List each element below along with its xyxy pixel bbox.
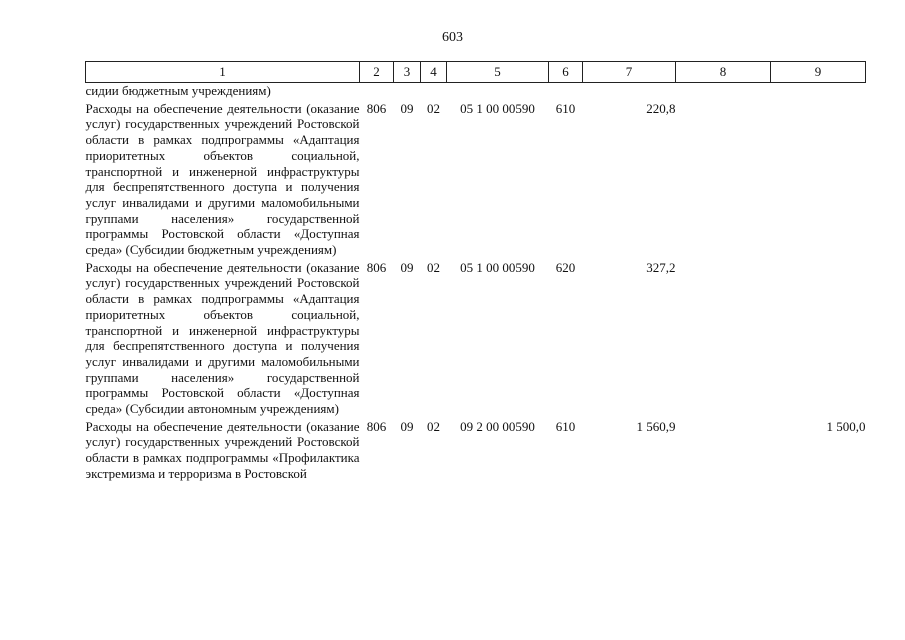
row-amount-col8 xyxy=(676,101,771,260)
page-number: 603 xyxy=(442,30,463,45)
row-code-section: 09 xyxy=(400,259,414,275)
continued-row xyxy=(86,83,866,101)
row-code-target: 05 1 00 00590 xyxy=(460,259,535,275)
header-row xyxy=(86,62,866,83)
col-header-4: 4 xyxy=(421,62,447,83)
row-amount-col7: 327,2 xyxy=(646,259,676,275)
row-code-ministry: 806 xyxy=(366,418,387,434)
col-header-6: 6 xyxy=(549,62,583,83)
row-amount-col9 xyxy=(771,101,866,260)
col-header-3: 3 xyxy=(394,62,421,83)
row-amount-col7: 220,8 xyxy=(646,100,676,116)
continued-text: сидии бюджетным учреждениям) xyxy=(85,83,271,98)
col-header-1: 1 xyxy=(86,62,360,83)
row-code-subsection: 02 xyxy=(427,100,440,116)
budget-table xyxy=(85,61,866,484)
row-description: Расходы на обеспечение деятельности (оказание услуг) государственных учреждений Ростовской области в рамках подпрограммы «Адаптация приоритетных объектов социальной, транспортной и инженерной инфраструктуры для беспрепятственного доступа и получения услуг инвалидами и другими маломобильными группами населения» государственной программы Ростовской области «Доступная среда» (Субсидии автономным учреждениям) xyxy=(85,259,360,417)
row-code-ministry: 806 xyxy=(366,100,387,116)
table-row xyxy=(86,101,866,260)
row-description: Расходы на обеспечение деятельности (оказание услуг) государственных учреждений Ростовской области в рамках подпрограммы «Профилактика экстремизма и терроризма в Ростовской xyxy=(85,418,360,481)
row-code-ministry: 806 xyxy=(366,259,387,275)
col-header-5: 5 xyxy=(447,62,549,83)
col-header-7: 7 xyxy=(583,62,676,83)
row-amount-col8 xyxy=(676,419,771,484)
row-code-subsection: 02 xyxy=(427,259,440,275)
row-code-target: 09 2 00 00590 xyxy=(460,418,535,434)
row-code-target: 05 1 00 00590 xyxy=(460,100,535,116)
row-code-subsection: 02 xyxy=(427,418,440,434)
row-code-expense-type: 610 xyxy=(555,100,576,116)
col-header-2: 2 xyxy=(360,62,394,83)
row-amount-col8 xyxy=(676,260,771,419)
table-row xyxy=(86,419,866,484)
row-amount-col9: 1 500,0 xyxy=(826,418,866,434)
row-code-section: 09 xyxy=(400,100,414,116)
row-code-expense-type: 610 xyxy=(555,418,576,434)
row-amount-col7: 1 560,9 xyxy=(636,418,676,434)
col-header-9: 9 xyxy=(771,62,866,83)
row-description: Расходы на обеспечение деятельности (оказание услуг) государственных учреждений Ростовской области в рамках подпрограммы «Адаптация приоритетных объектов социальной, транспортной и инженерной инфраструктуры для беспрепятственного доступа и получения услуг инвалидами и другими маломобильными группами населения» государственной программы Ростовской области «Доступная среда» (Субсидии бюджетным учреждениям) xyxy=(85,100,360,258)
row-code-section: 09 xyxy=(400,418,414,434)
row-code-expense-type: 620 xyxy=(555,259,576,275)
col-header-8: 8 xyxy=(676,62,771,83)
row-amount-col9 xyxy=(771,260,866,419)
table-row xyxy=(86,260,866,419)
